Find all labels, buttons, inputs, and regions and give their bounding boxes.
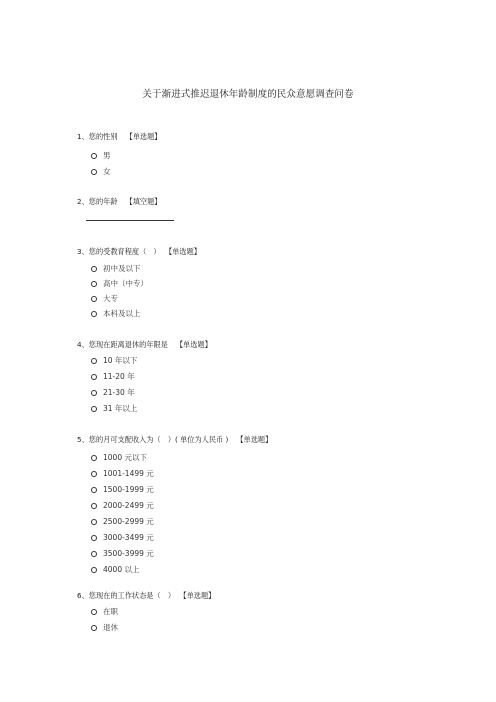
question-2 [77,197,161,207]
radio-icon[interactable] [91,535,97,541]
question-text: 2、您的年龄 [77,197,118,206]
option-bachelor-or-above[interactable] [91,309,141,319]
option-label: 2000-2499 元 [103,501,154,510]
option-label: 1500-1999 元 [103,485,154,494]
option-label: 4000 以上 [103,565,140,574]
radio-icon[interactable] [91,487,97,493]
question-type-tag: 【填空题】 [125,197,162,206]
option-label: 21-30 年 [103,388,135,397]
option-income-1001-1499[interactable] [91,469,154,479]
option-label: 31 年以上 [103,404,138,413]
option-female[interactable] [91,167,111,177]
radio-icon[interactable] [91,358,97,364]
radio-icon[interactable] [91,281,97,287]
option-over-31-years[interactable] [91,404,137,414]
option-income-over-4000[interactable] [91,565,139,575]
option-high-school[interactable] [91,279,148,289]
option-label: 2500-2999 元 [103,517,154,526]
question-3 [77,247,201,257]
radio-icon[interactable] [91,374,97,380]
option-label: 1001-1499 元 [103,469,154,478]
question-5 [77,435,272,445]
radio-icon[interactable] [91,625,97,631]
option-label: 本科及以上 [103,309,141,318]
age-fill-in-blank[interactable] [86,220,174,221]
option-college[interactable] [91,294,118,304]
radio-icon[interactable] [91,609,97,615]
question-4 [77,340,212,350]
radio-icon[interactable] [91,406,97,412]
question-type-tag: 【单选题】 [236,435,273,444]
option-employed[interactable] [91,607,118,617]
option-label: 在职 [103,607,118,616]
question-type-tag: 【单选题】 [183,591,216,600]
radio-icon[interactable] [91,153,97,159]
radio-icon[interactable] [91,296,97,302]
option-income-3500-3999[interactable] [91,549,154,559]
option-label: 退休 [103,623,118,632]
question-type-tag: 【单选题】 [168,247,201,256]
option-label: 初中及以下 [103,264,141,273]
option-income-2500-2999[interactable] [91,517,154,527]
radio-icon[interactable] [91,455,97,461]
radio-icon[interactable] [91,390,97,396]
question-6 [77,591,215,601]
option-label: 男 [103,151,111,160]
option-label: 3500-3999 元 [103,549,154,558]
option-label: 11-20 年 [103,372,135,381]
radio-icon[interactable] [91,567,97,573]
option-income-1500-1999[interactable] [91,485,154,495]
option-retired[interactable] [91,623,118,633]
option-junior-high-or-below[interactable] [91,264,141,274]
question-text: 5、您的月可支配收入为（ ）( 单位为人民币 ) [77,435,229,444]
radio-icon[interactable] [91,551,97,557]
radio-icon[interactable] [91,169,97,175]
option-income-3000-3499[interactable] [91,533,154,543]
question-text: 1、您的性别 [77,132,118,141]
question-text: 3、您的受教育程度（ ） [77,247,161,256]
option-income-under-1000[interactable] [91,453,147,463]
option-label: 10 年以下 [103,356,138,365]
option-label: 3000-3499 元 [103,533,154,542]
option-21-30-years[interactable] [91,388,135,398]
option-label: 大专 [103,294,118,303]
radio-icon[interactable] [91,266,97,272]
question-type-tag: 【单选题】 [175,340,212,349]
radio-icon[interactable] [91,471,97,477]
option-label: 1000 元以下 [103,453,147,462]
radio-icon[interactable] [91,519,97,525]
page-title: 关于渐进式推迟退休年龄制度的民众意愿调查问卷 [142,89,354,100]
option-male[interactable] [91,151,111,161]
question-1 [77,132,161,142]
option-label: 女 [103,167,111,176]
radio-icon[interactable] [91,503,97,509]
radio-icon[interactable] [91,311,97,317]
question-text: 4、您现在距离退休的年限是 [77,340,168,349]
option-11-20-years[interactable] [91,372,135,382]
question-text: 6、您现在的工作状态是（ ） [77,591,176,600]
option-label: 高中（中专） [103,279,148,288]
option-under-10-years[interactable] [91,356,137,366]
question-type-tag: 【单选题】 [125,132,162,141]
option-income-2000-2499[interactable] [91,501,154,511]
